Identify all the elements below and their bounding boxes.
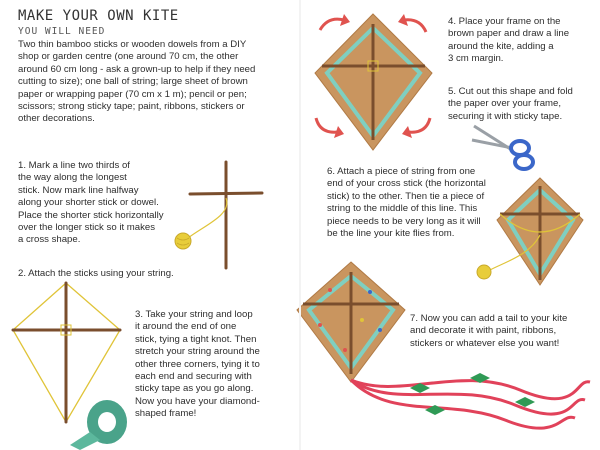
materials-text: Two thin bamboo sticks or wooden dowels from a DIY shop or garden centre (one around 70 cm, the other around 60 cm long - ask a grown-up to help if they need cutting to size); one ball of string; large sheet of brown paper or wrapping paper (70 cm x 1 m); pencil or pen; scissors; strong sticky tape; paint, ribbons, stickers or other decorations. xyxy=(18,39,256,125)
kite-with-bridle xyxy=(477,178,583,285)
materials-heading: YOU WILL NEED xyxy=(18,26,106,37)
step-5-text: 5. Cut out this shape and fold the paper over your frame, securing it with sticky tape. xyxy=(448,86,573,122)
step-4-text: 4. Place your frame on the brown paper and draw a line around the kite, adding a 3 cm margin. xyxy=(448,16,570,65)
page-title: MAKE YOUR OWN KITE xyxy=(18,8,179,24)
kite-tail-ribbons xyxy=(351,380,590,428)
scissors-icon xyxy=(472,126,533,169)
step-2-text: 2. Attach the sticks using your string. xyxy=(18,268,174,279)
step-3-text: 3. Take your string and loop it around the end of one stick, tying a tight knot. Then stretch your string around the other three corners, tying it to each end and securing with sticky tape as you go along. Now you have your diamond- shaped frame! xyxy=(135,309,260,420)
page-divider xyxy=(299,0,301,450)
cross-sticks xyxy=(175,162,262,268)
step-7-text: 7. Now you can add a tail to your kite and decorate it with paint, ribbons, stickers or whatever else you want! xyxy=(410,313,568,349)
step-6-text: 6. Attach a piece of string from one end of your cross stick (the horizontal stick) to the other. Then tie a piece of string to the middle of this line. This piece needs to be very long as it will be the line your kite flies from. xyxy=(327,166,486,240)
kite-on-paper xyxy=(315,14,432,150)
tape-roll-icon xyxy=(70,400,127,450)
decorated-kite xyxy=(297,262,405,382)
step-1-text: 1. Mark a line two thirds of the way along the longest stick. Now mark line halfway along your shorter stick or dowel. Place the shorter stick horizontally over the longer stick so it makes a cross shape. xyxy=(18,160,164,246)
string-ball-icon xyxy=(175,233,191,249)
string-ball-icon xyxy=(477,265,491,279)
